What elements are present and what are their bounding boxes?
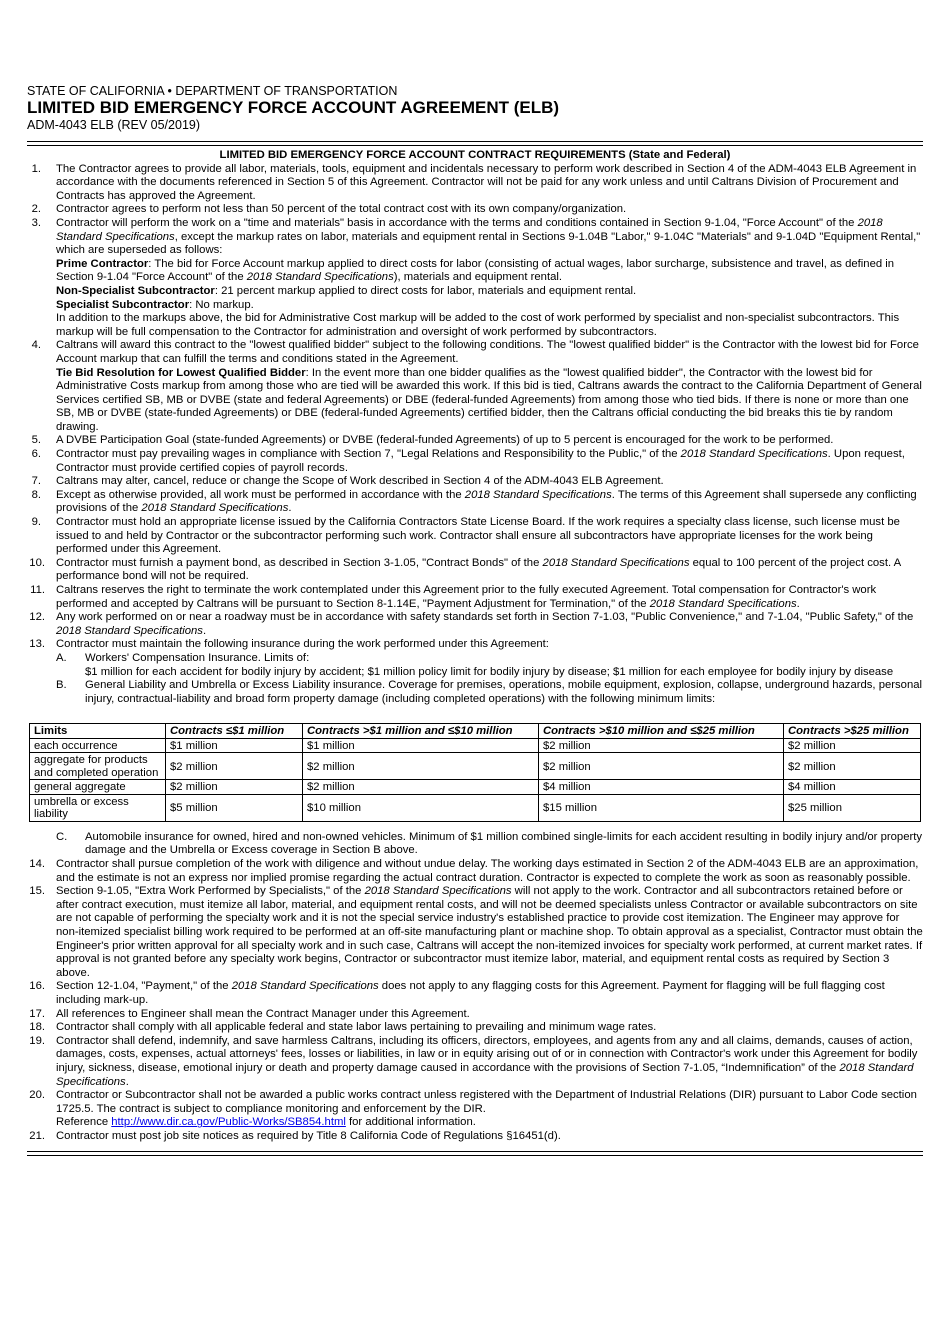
item-text: Any work performed on or near a roadway must be in accordance with safety standards set forth in Section 7-1.03, "Public Convenience," and 7-1.04, "Public Safety," of the bbox=[56, 611, 914, 624]
requirement-9 bbox=[27, 516, 923, 557]
column-header: Limits bbox=[30, 724, 166, 739]
specialist-paragraph bbox=[56, 299, 923, 313]
table-cell: $2 million bbox=[539, 753, 784, 780]
table-row bbox=[30, 738, 921, 753]
reference-tail: for additional information. bbox=[345, 1116, 476, 1129]
item-number: 17. bbox=[29, 1007, 45, 1020]
insurance-a bbox=[56, 652, 923, 679]
agency-line: STATE OF CALIFORNIA • DEPARTMENT OF TRANSPORTATION bbox=[27, 84, 398, 98]
table-cell: $2 million bbox=[539, 738, 784, 753]
requirement-8 bbox=[27, 489, 923, 516]
non-specialist-text: : 21 percent markup applied to direct costs for labor, materials and equipment rental. bbox=[214, 284, 637, 297]
table-cell: $2 million bbox=[303, 753, 539, 780]
form-number: ADM-4043 ELB (REV 05/2019) bbox=[27, 118, 201, 132]
table-cell: $15 million bbox=[539, 794, 784, 821]
requirement-12 bbox=[27, 611, 923, 638]
sub-item-title: Workers' Compensation Insurance. Limits of: bbox=[85, 651, 310, 664]
table-row bbox=[30, 753, 921, 780]
requirement-13 bbox=[27, 638, 923, 706]
requirement-5 bbox=[27, 434, 923, 448]
sub-item-letter: C. bbox=[56, 830, 68, 843]
item-text: Contractor will perform the work on a "time and materials" basis in accordance with the terms and conditions contained in Section 9-1.04, "Force Account" of the bbox=[56, 216, 858, 229]
sub-item-letter: B. bbox=[56, 679, 67, 692]
document-page bbox=[27, 84, 923, 1156]
item-text: Contractor agrees to perform not less than 50 percent of the total contract cost with its own company/organization. bbox=[56, 203, 627, 216]
requirement-4 bbox=[27, 339, 923, 434]
item-text: Contractor shall defend, indemnify, and save harmless Caltrans, including its officers, directors, employees, and agents from any and all claims, demands, causes of action, damages, costs, expenses, actual attorneys' fees, losses or liabilities, in law or in equity arising out of or in connection with Contractor's work under this Agreement for bodily injury, sickness, disease, emotional injury or death and property damage caused in accordance with the provisions of Section 7-1.05, “Indemnification” of the bbox=[56, 1034, 918, 1074]
column-header: Contracts >$25 million bbox=[784, 724, 921, 739]
spec-reference: 2018 Standard Specifications bbox=[649, 597, 797, 610]
table-row bbox=[30, 794, 921, 821]
table-cell: $2 million bbox=[784, 753, 921, 780]
item-number: 16. bbox=[29, 980, 45, 993]
table-cell: $2 million bbox=[166, 753, 303, 780]
item-text: Contractor must hold an appropriate license issued by the California Contractors State License Board. If the work requires a specialty class license, such license must be issued to and held by Contractor or the subcontractor performing such work. Contractor shall ensure all subcontractors have appropriate licenses for the work being performed under this Agreement. bbox=[56, 516, 900, 556]
table-cell: umbrella or excess liability bbox=[30, 794, 166, 821]
item-text: Contractor must post job site notices as required by Title 8 California Code of Regulations §16451(d). bbox=[56, 1129, 561, 1142]
item-text: does not apply to any flagging costs for this Agreement. Payment for flagging will be full flagging cost including mark-up. bbox=[56, 980, 885, 1006]
item-text: , except the markup rates on labor, materials and equipment rental in Sections 9-1.04B "Labor," 9-1.04C "Materials" and 9-1.04D "Equipment Rental," which are superseded as follows: bbox=[56, 230, 921, 257]
item-text: Section 9-1.05, "Extra Work Performed by Specialists," of the bbox=[56, 885, 365, 898]
table-cell: $10 million bbox=[303, 794, 539, 821]
item-number: 7. bbox=[31, 475, 41, 488]
item-number: 8. bbox=[31, 488, 41, 501]
requirement-16 bbox=[27, 980, 923, 1007]
sub-item-text: General Liability and Umbrella or Excess Liability insurance. Coverage for premises, operations, mobile equipment, explosion, collapse, underground hazards, personal injury, contractual-liability and broad form property damage (including completed operations) with the following minimum limits: bbox=[85, 679, 923, 705]
table-cell: $4 million bbox=[784, 780, 921, 795]
item-text: The Contractor agrees to provide all labor, materials, tools, equipment and incidentals necessary to perform work described in Section 4 of the ADM-4043 ELB Agreement in accordance with the documents referenced in Section 5 of this Agreement. Contractor will not be paid for any work unless and until Caltrans Division of Procurement and Contracts has approved the Agreement. bbox=[56, 162, 917, 202]
item-number: 11. bbox=[30, 584, 45, 596]
requirement-10 bbox=[27, 557, 923, 584]
requirement-7 bbox=[27, 475, 923, 489]
spec-reference: 2018 Standard Specifications bbox=[141, 502, 289, 515]
table-cell: $1 million bbox=[166, 738, 303, 753]
spec-reference: 2018 Standard Specifications bbox=[56, 624, 203, 637]
double-rule-bottom bbox=[27, 1151, 923, 1156]
table-cell: general aggregate bbox=[30, 780, 166, 795]
item-text: . bbox=[796, 597, 800, 610]
item-number: 10. bbox=[29, 556, 45, 569]
item-text: . bbox=[125, 1075, 129, 1088]
requirement-19 bbox=[27, 1035, 923, 1089]
insurance-c bbox=[56, 831, 923, 858]
table-cell: $4 million bbox=[539, 780, 784, 795]
spec-reference: 2018 Standard Specifications bbox=[364, 885, 512, 898]
item-number: 9. bbox=[31, 516, 41, 529]
requirements-body bbox=[27, 163, 923, 1144]
table-header-row bbox=[30, 724, 921, 739]
dir-link[interactable]: http://www.dir.ca.gov/Public-Works/SB854.html bbox=[111, 1116, 346, 1129]
table-cell: $2 million bbox=[303, 780, 539, 795]
requirement-1 bbox=[27, 163, 923, 204]
item-number: 6. bbox=[31, 448, 41, 461]
column-header: Contracts >$10 million and ≤$25 million bbox=[539, 724, 784, 739]
item-number: 2. bbox=[31, 203, 41, 216]
item-text: Except as otherwise provided, all work must be performed in accordance with the bbox=[56, 488, 465, 501]
non-specialist-paragraph bbox=[56, 285, 923, 299]
non-specialist-label: Non-Specialist Subcontractor bbox=[56, 284, 215, 297]
item-number: 21. bbox=[29, 1129, 45, 1142]
specialist-text: : No markup. bbox=[189, 298, 254, 311]
requirement-6 bbox=[27, 448, 923, 475]
item-number: 18. bbox=[29, 1021, 45, 1034]
item-number: 4. bbox=[31, 339, 41, 352]
workers-comp-limits: $1 million for each accident for bodily injury by accident; $1 million policy limit for bodily injury by disease; $1 million for each employee for bodily injury by disease bbox=[85, 665, 894, 678]
requirement-21 bbox=[27, 1130, 923, 1144]
tie-bid-label: Tie Bid Resolution for Lowest Qualified Bidder bbox=[56, 366, 306, 379]
tie-bid-paragraph bbox=[56, 367, 923, 435]
administrative-cost-paragraph: In addition to the markups above, the bid for Administrative Cost markup will be added to the cost of work performed by specialist and non-specialist subcontractors. This markup will be full compensation to the Contractor for administration and oversight of work performed by subcontractors. bbox=[56, 312, 900, 338]
spec-reference: 2018 Standard Specifications bbox=[56, 1061, 914, 1088]
table-cell: $25 million bbox=[784, 794, 921, 821]
insurance-c-container bbox=[27, 831, 923, 858]
item-number: 15. bbox=[29, 885, 45, 898]
item-text: Section 12-1.04, "Payment," of the bbox=[56, 980, 232, 993]
item-text: Contractor must furnish a payment bond, as described in Section 3-1.05, "Contract Bonds" of the bbox=[56, 556, 543, 569]
column-header: Contracts >$1 million and ≤$10 million bbox=[303, 724, 539, 739]
sub-item-letter: A. bbox=[56, 651, 67, 664]
item-text: Caltrans may alter, cancel, reduce or change the Scope of Work described in Section 4 of the ADM-4043 ELB Agreement. bbox=[56, 475, 664, 488]
specialist-label: Specialist Subcontractor bbox=[56, 298, 190, 311]
item-text: A DVBE Participation Goal (state-funded Agreements) or DVBE (federal-funded Agreements) of up to 5 percent is encouraged for the work to be performed. bbox=[56, 434, 834, 447]
table-cell: $2 million bbox=[166, 780, 303, 795]
prime-contractor-text-end: ), materials and equipment rental. bbox=[393, 271, 563, 284]
table-cell: $1 million bbox=[303, 738, 539, 753]
spec-reference: 2018 Standard Specifications bbox=[542, 556, 690, 569]
item-text: Contractor or Subcontractor shall not be awarded a public works contract unless registered with the Department of Industrial Relations (DIR) pursuant to Labor Code section 1725.5. The contract is subject to compliance monitoring and enforcement by the DIR. bbox=[56, 1089, 917, 1115]
item-text: Caltrans will award this contract to the "lowest qualified bidder" subject to the following conditions. The "lowest qualified bidder" is the Contractor with the lowest bid for Force Account markup that can fulfill the terms and conditions stated in the Agreement. bbox=[56, 339, 919, 365]
requirement-11 bbox=[27, 584, 923, 611]
requirement-3 bbox=[27, 217, 923, 339]
item-text: . Upon request, Contractor must provide certified copies of payroll records. bbox=[56, 448, 905, 474]
requirement-20 bbox=[27, 1089, 923, 1130]
item-text: . The terms of this Agreement shall supersede any conflicting provisions of the bbox=[56, 488, 917, 515]
item-number: 13. bbox=[29, 638, 45, 651]
prime-contractor-text: : The bid for Force Account markup applied to direct costs for labor (consisting of actual wages, labor surcharge, subsistence and travel, as defined in Section 9-1.04 "Force Account" of the bbox=[56, 257, 895, 284]
tie-bid-text: : In the event more than one bidder qualifies as the "lowest qualified bidder", the Contractor with the lowest bid for Administrative Costs markup from among those who are tied will be awarded this work. If this bid is tied, Caltrans awards the contract to the California Department of General Services certified SB, MB or DVBE (state and federal Agreements) or DBE (federal-funded Agreements) from among those who tied bids. If there is none or more than one SB, MB or DVBE (state-funded Agreements) or DBE (federal-funded Agreements) certified bidder, then the Caltrans official conducting the bid breaks this tie by random drawing. bbox=[56, 366, 922, 433]
item-number: 19. bbox=[29, 1034, 45, 1047]
sub-item-text: Automobile insurance for owned, hired and non-owned vehicles. Minimum of $1 million combined single-limits for each accident resulting in bodily injury and/or property damage and the Umbrella or Excess coverage in Section B above. bbox=[85, 830, 923, 857]
prime-contractor-paragraph bbox=[56, 258, 923, 285]
requirement-14 bbox=[27, 858, 923, 885]
insurance-b bbox=[56, 679, 923, 706]
item-text: Contractor must pay prevailing wages in compliance with Section 7, "Legal Relations and Responsibility to the Public," of the bbox=[56, 448, 681, 461]
item-text: Contractor must maintain the following insurance during the work performed under this Agreement: bbox=[56, 638, 549, 651]
requirement-2 bbox=[27, 203, 923, 217]
item-number: 5. bbox=[31, 434, 41, 447]
form-title: LIMITED BID EMERGENCY FORCE ACCOUNT AGREEMENT (ELB) bbox=[27, 98, 560, 117]
spec-reference: 2018 Standard Specifications bbox=[56, 216, 883, 243]
item-text: All references to Engineer shall mean the Contract Manager under this Agreement. bbox=[56, 1007, 470, 1020]
item-text: will not apply to the work. Contractor and all subcontractors retained before or after contract execution, must itemize all labor, material, and equipment rental costs, and will not be deemed specialists unless Contractor or available subcontractors on site are not capable of performing the specialty work and it is not the special service industry's established practice to provide cost itemization. The Engineer may approve for non-itemized specialist billing work required to be performed at an off-site manufacturing plant or machine shop. To obtain approval as a specialist, Contractor must obtain the Engineer's prior written approval for all specialty work and in such case, Caltrans will accept the non-itemized invoices for specialty work performed, at current market rates. If approval is not granted before any specialty work begins, Contractor or subcontractor must itemize labor, material, and equipment rental costs as required by Section 3 above. bbox=[56, 885, 923, 979]
item-number: 3. bbox=[31, 216, 41, 229]
table-cell: each occurrence bbox=[30, 738, 166, 753]
item-text: Contractor shall pursue completion of the work with diligence and without undue delay. The working days estimated in Section 2 of the ADM-4043 ELB are an approximation, and the estimate is not an express nor implied promise regarding the actual contract duration. Contractor is expected to complete the work as soon as reasonably possible. bbox=[56, 858, 919, 884]
section-title: LIMITED BID EMERGENCY FORCE ACCOUNT CONTRACT REQUIREMENTS (State and Federal) bbox=[219, 149, 731, 161]
double-rule-top bbox=[27, 141, 923, 146]
spec-reference: 2018 Standard Specifications bbox=[231, 980, 379, 993]
item-number: 14. bbox=[29, 858, 45, 871]
column-header: Contracts ≤$1 million bbox=[166, 724, 303, 739]
reference-label: Reference bbox=[56, 1116, 112, 1129]
requirements-list bbox=[27, 163, 923, 707]
item-text: Caltrans reserves the right to terminate the work contemplated under this Agreement prior to the fully executed Agreement. Total compensation for Contractor's work performed and accepted by Caltrans will be pursuant to Section 8-1.14E, "Payment Adjustment for Termination," of the bbox=[56, 584, 877, 610]
item-number: 12. bbox=[29, 611, 45, 624]
item-number: 20. bbox=[29, 1089, 45, 1102]
table-row bbox=[30, 780, 921, 795]
requirement-18 bbox=[27, 1021, 923, 1035]
item-text: Contractor shall comply with all applicable federal and state labor laws pertaining to prevailing and minimum wage rates. bbox=[56, 1021, 657, 1034]
spec-reference: 2018 Standard Specifications bbox=[246, 271, 394, 284]
prime-contractor-label: Prime Contractor bbox=[56, 257, 149, 270]
item-text: equal to 100 percent of the project cost. A performance bond will not be required. bbox=[56, 556, 901, 583]
requirement-17 bbox=[27, 1008, 923, 1022]
table-cell: aggregate for products and completed operation bbox=[30, 753, 166, 780]
requirements-list-continued bbox=[27, 831, 923, 1144]
table-cell: $2 million bbox=[784, 738, 921, 753]
dir-reference bbox=[56, 1116, 923, 1130]
item-number: 1. bbox=[31, 162, 41, 175]
table-cell: $5 million bbox=[166, 794, 303, 821]
insurance-limits-table bbox=[29, 723, 921, 822]
requirement-15 bbox=[27, 885, 923, 980]
item-text: . bbox=[202, 624, 207, 637]
spec-reference: 2018 Standard Specifications bbox=[464, 488, 612, 501]
spec-reference: 2018 Standard Specifications bbox=[680, 448, 828, 461]
item-text: . bbox=[288, 502, 292, 515]
